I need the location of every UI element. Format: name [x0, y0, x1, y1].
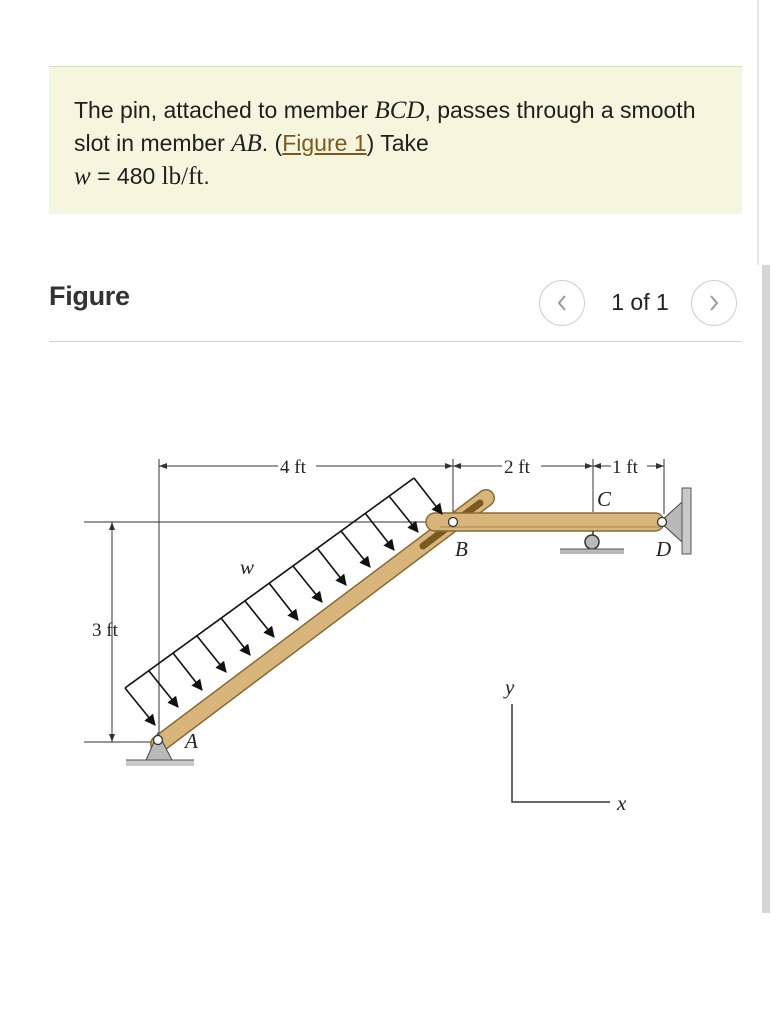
axis-x-label: x: [617, 791, 627, 815]
pin-b: [449, 518, 458, 527]
problem-text-part: .: [203, 163, 210, 189]
dimension-3ft-label: 3 ft: [92, 620, 118, 641]
problem-text-part: , passes through a smooth slot in member: [74, 97, 696, 156]
coordinate-axes: [512, 704, 610, 802]
load-w-label: w: [240, 555, 255, 579]
problem-text-part: The pin, attached to member: [74, 97, 375, 123]
dimension-1ft-label: 1 ft: [612, 457, 638, 478]
dimension-4ft-label: 4 ft: [280, 457, 306, 478]
load-variable: w: [74, 163, 91, 190]
problem-text-part: ) Take: [366, 130, 429, 156]
member-ab: [159, 498, 486, 744]
axis-y-label: y: [505, 675, 515, 699]
point-a-label: A: [185, 729, 198, 753]
dimension-2ft-label: 2 ft: [504, 457, 530, 478]
member-bcd: [426, 513, 664, 531]
figure-heading: Figure: [49, 281, 130, 311]
load-value: = 480: [90, 163, 162, 189]
problem-text-part: . (: [261, 130, 283, 156]
distributed-load: [125, 478, 442, 725]
point-c-label: C: [597, 487, 612, 511]
load-unit: lb/ft: [161, 163, 204, 190]
point-d-label: D: [656, 537, 672, 561]
dimension-arrowheads: [109, 463, 664, 742]
pin-support-a: [126, 733, 194, 766]
figure-1-link[interactable]: Figure 1: [282, 130, 367, 156]
point-b-label: B: [455, 537, 468, 561]
member-bcd-symbol: BCD: [374, 97, 425, 124]
figure-pager: 1 of 1: [611, 289, 669, 315]
member-ab-symbol: AB: [231, 130, 262, 157]
roller-support-c: [560, 531, 624, 554]
